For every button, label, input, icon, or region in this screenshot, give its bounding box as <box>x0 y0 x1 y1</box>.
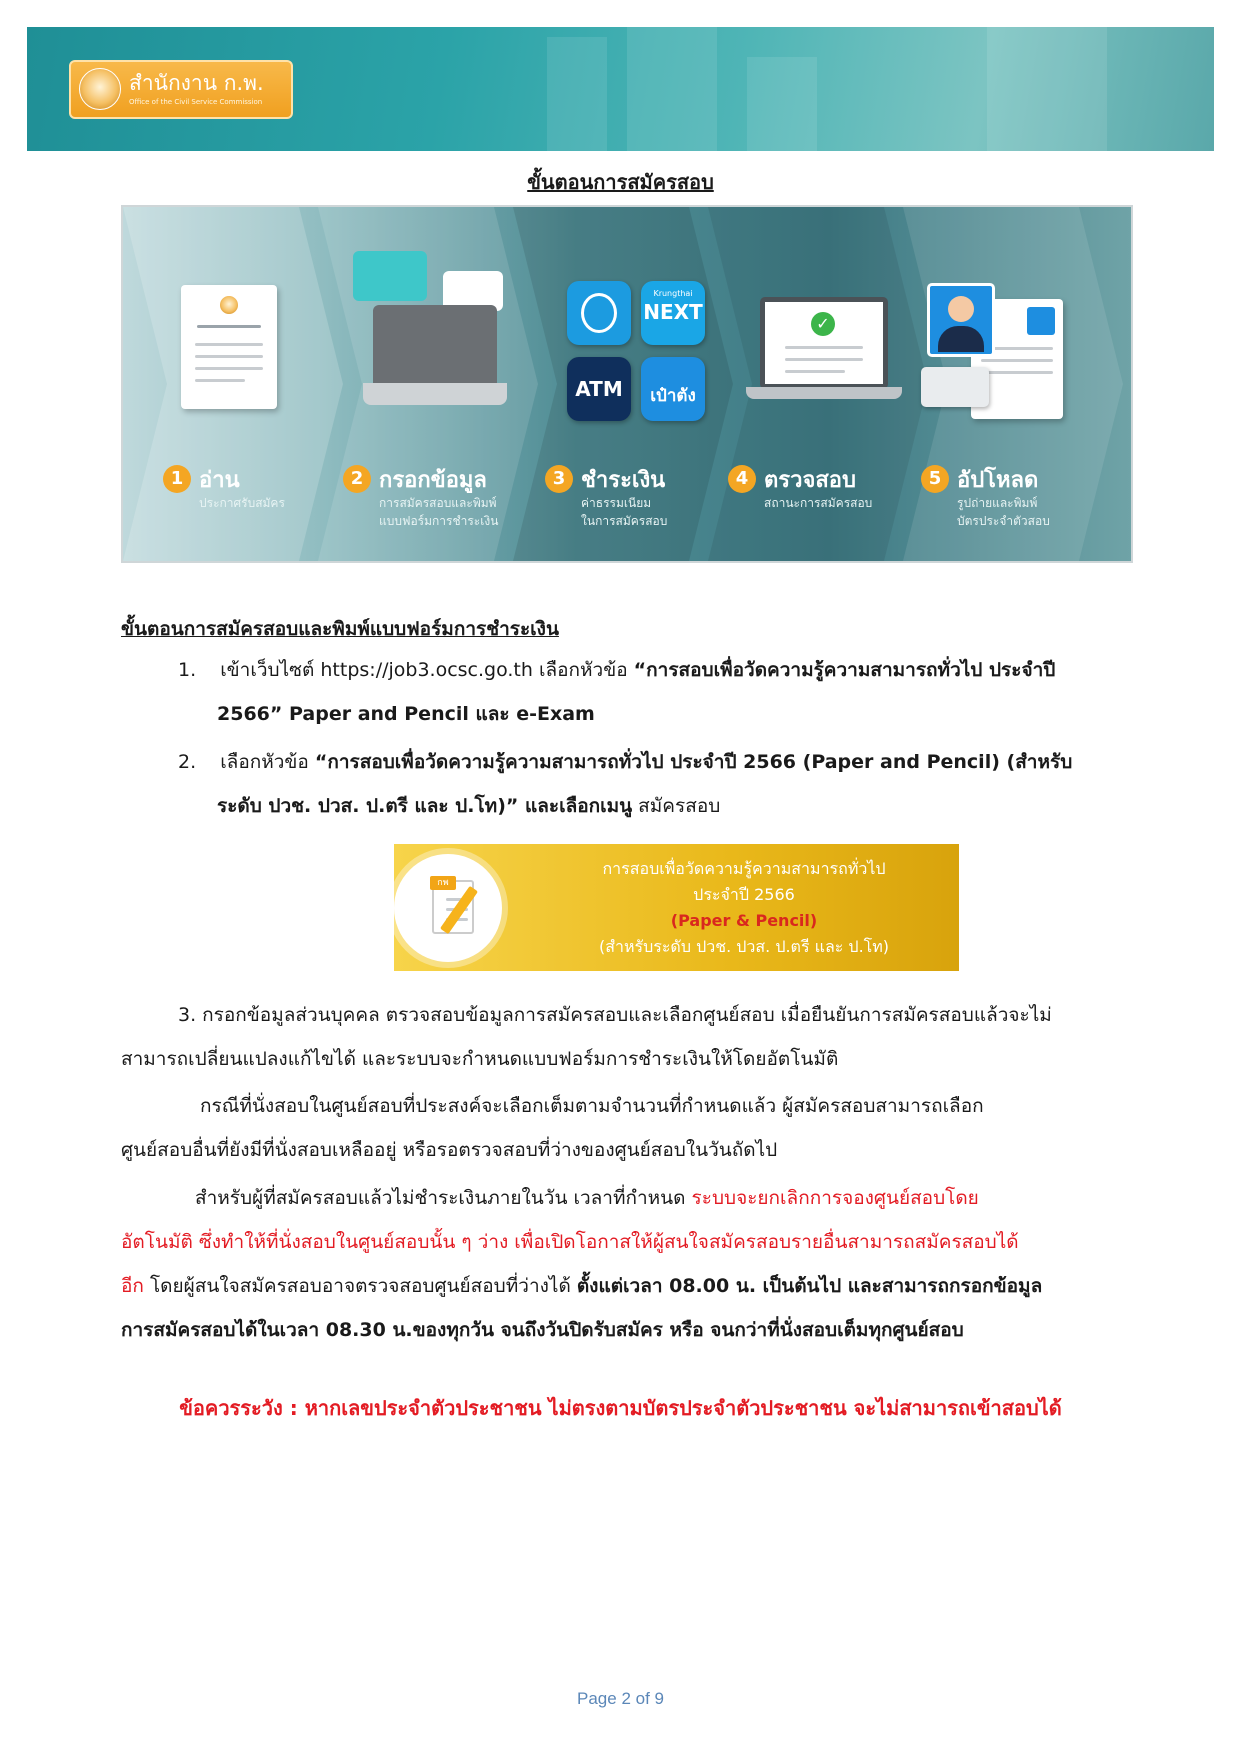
item-text: สมัครสอบ <box>632 795 721 817</box>
step-name: ตรวจสอบ <box>764 468 856 493</box>
seal-icon <box>79 68 121 110</box>
para-full-line-2: ศูนย์สอบอื่นที่ยังมีที่นั่งสอบเหลืออยู่ หรือรอตรวจสอบที่ว่างของศูนย์สอบในวันถัดไป <box>121 1139 778 1161</box>
unpaid-text: โดยผู้สนใจสมัครสอบอาจตรวจสอบศูนย์สอบที่ว่างได้ <box>143 1275 577 1297</box>
step-desc: การสมัครสอบและพิมพ์ แบบฟอร์มการชำระเงิน <box>379 496 499 528</box>
exam-line-3: (Paper & Pencil) <box>670 911 818 930</box>
item-3-line-1: 3. กรอกข้อมูลส่วนบุคคล ตรวจสอบข้อมูลการสมัครสอบและเลือกศูนย์สอบ เมื่อยืนยันการสมัครสอบแล้วจะไม่ <box>178 1004 1052 1026</box>
step-1 <box>123 207 323 561</box>
list-item <box>178 740 1118 784</box>
unpaid-text-bold: ตั้งแต่เวลา 08.00 น. เป็นต้นไป และสามารถกรอกข้อมูล <box>576 1275 1043 1297</box>
document-icon <box>181 285 277 409</box>
exam-icon-circle <box>394 854 502 962</box>
step-desc: รูปถ่ายและพิมพ์ บัตรประจำตัวสอบ <box>957 496 1050 528</box>
chat-bubble-icon <box>353 251 427 301</box>
photo-avatar-icon <box>927 283 995 357</box>
building-decoration <box>547 37 607 151</box>
avatar-icon <box>1027 307 1055 335</box>
header-banner <box>27 27 1214 151</box>
item-text-bold: “การสอบเพื่อวัดความรู้ความสามารถทั่วไป ประจำปี 2566 (Paper and Pencil) (สำหรับ <box>314 751 1073 773</box>
page-number: Page 2 of 9 <box>577 1689 664 1708</box>
exam-line-4: (สำหรับระดับ ปวช. ปวส. ป.ตรี และ ป.โท) <box>598 937 890 956</box>
warning-text: ข้อควรระวัง : หากเลขประจำตัวประชาชน ไม่ตรงตามบัตรประจำตัวประชาชน จะไม่สามารถเข้าสอบได้ <box>179 1396 1062 1420</box>
building-decoration <box>747 57 817 151</box>
step-name: อัปโหลด <box>957 468 1039 493</box>
item-text-bold: ระดับ ปวช. ปวส. ป.ตรี และ ป.โท)” และเลือกเมนู <box>217 795 633 817</box>
laptop-base <box>746 387 902 399</box>
krungthai-bank-icon <box>567 281 631 345</box>
exam-tag: กพ <box>430 876 456 890</box>
para-full-line-1: กรณีที่นั่งสอบในศูนย์สอบที่ประสงค์จะเลือกเต็มตามจำนวนที่กำหนดแล้ว ผู้สมัครสอบสามารถเลือก <box>200 1095 984 1117</box>
unpaid-text: สำหรับผู้ที่สมัครสอบแล้วไม่ชำระเงินภายในวัน เวลาที่กำหนด <box>195 1187 692 1209</box>
para-unpaid-line-1 <box>195 1176 979 1220</box>
logo-text: สำนักงาน ก.พ. <box>129 71 264 95</box>
step-number: 3 <box>545 465 573 493</box>
process-infographic <box>121 205 1133 563</box>
building-decoration <box>627 27 717 151</box>
step-number: 4 <box>728 465 756 493</box>
check-icon: ✓ <box>811 312 835 336</box>
item-3-line-2: สามารถเปลี่ยนแปลงแก้ไขได้ และระบบจะกำหนดแบบฟอร์มการชำระเงินให้โดยอัตโนมัติ <box>121 1048 839 1070</box>
unpaid-text-red: อีก <box>121 1275 144 1297</box>
printer-icon <box>921 367 989 407</box>
list-item <box>178 648 1118 692</box>
item-number: 2. <box>178 751 197 773</box>
step-number: 2 <box>343 465 371 493</box>
unpaid-text-red: ระบบจะยกเลิกการจองศูนย์สอบโดย <box>691 1187 979 1209</box>
laptop-icon <box>760 297 888 389</box>
item-number: 1. <box>178 659 197 681</box>
step-number: 5 <box>921 465 949 493</box>
step-5 <box>881 207 1081 561</box>
list-item-cont <box>217 784 720 828</box>
section-title: ขั้นตอนการสมัครสอบและพิมพ์แบบฟอร์มการชำระเงิน <box>121 618 559 640</box>
para-unpaid-line-3 <box>121 1264 1042 1308</box>
exam-line-1: การสอบเพื่อวัดความรู้ความสามารถทั่วไป <box>602 859 886 878</box>
building-decoration <box>987 27 1107 151</box>
para-unpaid-line-2: อัตโนมัติ ซึ่งทำให้ที่นั่งสอบในศูนย์สอบนั้น ๆ ว่าง เพื่อเปิดโอกาสให้ผู้สนใจสมัครสอบรายอื่นสามารถสมัครสอบได้ <box>121 1231 1019 1253</box>
step-4 <box>688 207 888 561</box>
exam-banner-text <box>544 856 944 960</box>
item-text-bold: 2566” Paper and Pencil และ e-Exam <box>217 703 595 725</box>
krungthai-next-icon: Krungthai NEXT <box>641 281 705 345</box>
page-title: ขั้นตอนการสมัครสอบ <box>527 170 714 194</box>
step-number: 1 <box>163 465 191 493</box>
item-text: เข้าเว็บไซต์ https://job3.ocsc.go.th เลือกหัวข้อ <box>220 659 634 681</box>
keyboard <box>363 383 507 405</box>
atm-icon: ATM <box>567 357 631 421</box>
paotang-icon: เป๋าตัง <box>641 357 705 421</box>
logo-subtext: Office of the Civil Service Commission <box>129 98 263 106</box>
step-desc: ค่าธรรมเนียม ในการสมัครสอบ <box>581 496 668 528</box>
step-desc: สถานะการสมัครสอบ <box>764 496 873 510</box>
step-2 <box>303 207 503 561</box>
step-name: อ่าน <box>199 468 240 493</box>
exam-banner[interactable] <box>394 844 959 971</box>
step-desc: ประกาศรับสมัคร <box>199 496 285 510</box>
para-unpaid-line-4: การสมัครสอบได้ในเวลา 08.30 น.ของทุกวัน จนถึงวันปิดรับสมัคร หรือ จนกว่าที่นั่งสอบเต็มทุกศูนย์สอบ <box>121 1319 964 1341</box>
item-text: เลือกหัวข้อ <box>220 751 315 773</box>
step-3 <box>505 207 705 561</box>
step-name: ชำระเงิน <box>581 468 666 493</box>
item-text-bold: “การสอบเพื่อวัดความรู้ความสามารถทั่วไป ประจำปี <box>633 659 1056 681</box>
exam-line-2: ประจำปี 2566 <box>693 885 795 904</box>
ocsc-logo <box>69 60 293 119</box>
laptop-icon <box>373 305 497 389</box>
step-name: กรอกข้อมูล <box>379 468 487 493</box>
seal-icon <box>219 295 239 315</box>
